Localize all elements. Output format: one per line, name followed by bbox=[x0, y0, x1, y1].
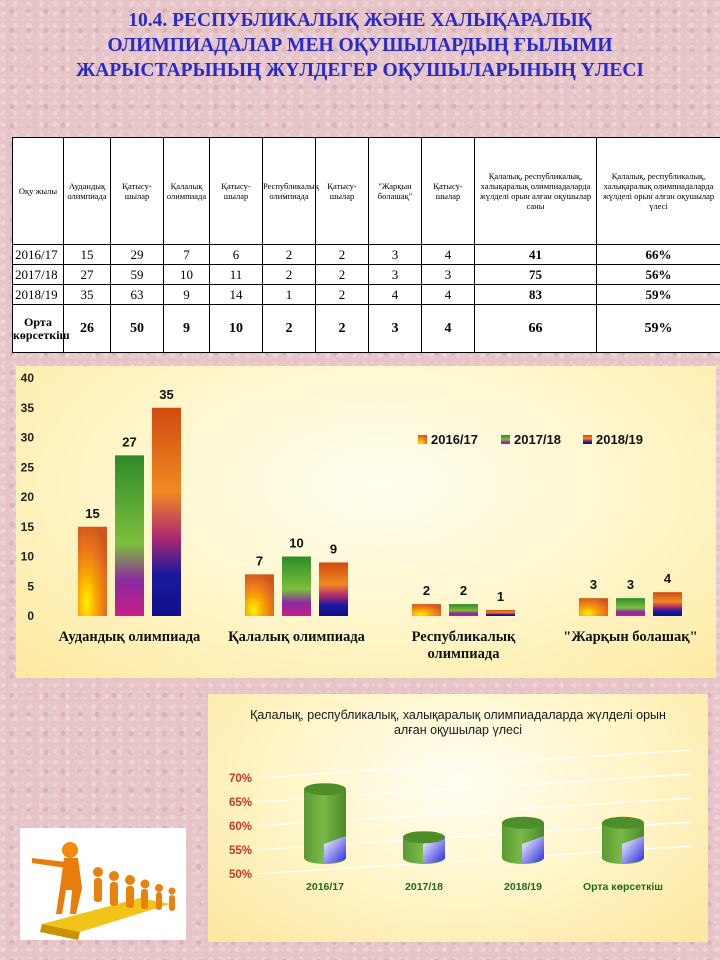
x-category-label: Орта көрсеткіш bbox=[582, 881, 664, 893]
leader-arm bbox=[32, 858, 66, 868]
table-row bbox=[13, 265, 720, 285]
table-cell: 66% bbox=[597, 245, 720, 265]
table-cell: 2 bbox=[263, 245, 316, 265]
gridline bbox=[254, 750, 692, 778]
table-cell: 7 bbox=[164, 245, 210, 265]
bar bbox=[282, 557, 311, 617]
bar-value-label: 9 bbox=[329, 541, 338, 557]
table-cell: 29 bbox=[111, 245, 164, 265]
x-category-label: 2017/18 bbox=[405, 881, 443, 893]
table-cell: 59% bbox=[597, 305, 720, 353]
table-header-row bbox=[13, 138, 720, 245]
x-category-label: Республикалық bbox=[411, 629, 516, 645]
cylinder-bar bbox=[602, 817, 644, 864]
table-cell: 3 bbox=[369, 245, 422, 265]
bar bbox=[78, 527, 107, 616]
table-cell: 10 bbox=[164, 265, 210, 285]
table-cell: 15 bbox=[64, 245, 111, 265]
table-cell: 2 bbox=[263, 305, 316, 353]
table-header-cell: "Жарқын болашақ" bbox=[369, 138, 422, 245]
leader-figures-drawing bbox=[20, 828, 186, 940]
row-label-cell: 2018/19 bbox=[13, 285, 64, 305]
table-header-cell: Қалалық, республикалық, халықаралық олимпиадаларда жүлделі орын алған оқушылар үлесі bbox=[597, 138, 720, 245]
bar-value-label: 4 bbox=[663, 571, 672, 587]
y-tick-label: 0 bbox=[27, 609, 34, 623]
x-category-label: 2016/17 bbox=[306, 881, 344, 893]
bar bbox=[486, 610, 515, 616]
legend-swatch bbox=[501, 435, 510, 444]
x-category-label: олимпиада bbox=[427, 646, 500, 662]
table-cell: 50 bbox=[111, 305, 164, 353]
y-tick-label: 15 bbox=[20, 519, 34, 534]
bar-value-label: 3 bbox=[626, 577, 635, 593]
table-cell: 59% bbox=[597, 285, 720, 305]
table-cell: 59 bbox=[111, 265, 164, 285]
legend-swatch bbox=[418, 435, 427, 444]
y-tick-label: 20 bbox=[20, 490, 34, 504]
share-cylinder-chart bbox=[208, 694, 708, 942]
cylinder-top bbox=[502, 817, 544, 829]
bar-value-label: 27 bbox=[122, 434, 137, 450]
cylinder-top bbox=[304, 783, 346, 795]
x-category-label: "Жарқын болашақ" bbox=[563, 629, 698, 645]
y-tick-label: 5 bbox=[27, 579, 34, 594]
bar bbox=[579, 598, 608, 616]
bar-value-label: 15 bbox=[85, 505, 100, 521]
bar bbox=[245, 574, 274, 616]
leader-head bbox=[62, 842, 78, 858]
x-category-label: Аудандық олимпиада bbox=[58, 629, 201, 645]
table-header-cell: Қатысу-шылар bbox=[111, 138, 164, 245]
table-cell: 11 bbox=[210, 265, 263, 285]
bar-value-label: 1 bbox=[496, 589, 505, 605]
x-category-label: Қалалық олимпиада bbox=[228, 629, 365, 645]
bar-value-label: 3 bbox=[589, 577, 598, 593]
table-cell: 3 bbox=[369, 265, 422, 285]
legend-label: 2016/17 bbox=[431, 432, 478, 447]
leader-figures-icon bbox=[20, 828, 186, 940]
table-cell: 14 bbox=[210, 285, 263, 305]
bar bbox=[319, 562, 348, 616]
cylinder-chart-title: Қалалық, республикалық, халықаралық олимпиадаларда жүлделі орын алған оқушылар үлесі bbox=[250, 708, 666, 737]
table-cell: 2 bbox=[316, 265, 369, 285]
y-tick-label: 60% bbox=[228, 821, 252, 833]
olympiad-bar-chart bbox=[16, 366, 716, 678]
table-header-cell: Республикалық олимпиада bbox=[263, 138, 316, 245]
y-tick-label: 55% bbox=[228, 845, 252, 857]
table-header-cell: Қатысу-шылар bbox=[422, 138, 475, 245]
table-cell: 56% bbox=[597, 265, 720, 285]
bar bbox=[152, 408, 181, 616]
table-cell: 66 bbox=[475, 305, 597, 353]
cylinder-top bbox=[403, 831, 445, 843]
bar bbox=[115, 455, 144, 616]
bar-value-label: 7 bbox=[255, 553, 264, 569]
table-cell: 2 bbox=[316, 245, 369, 265]
table-cell: 3 bbox=[369, 305, 422, 353]
bar-value-label: 2 bbox=[422, 583, 431, 599]
table-cell: 75 bbox=[475, 265, 597, 285]
y-tick-label: 25 bbox=[20, 460, 34, 475]
y-tick-label: 35 bbox=[20, 400, 34, 415]
table-header-cell: Аудандық олимпиада bbox=[64, 138, 111, 245]
table-cell: 2 bbox=[316, 285, 369, 305]
table-cell: 2 bbox=[263, 265, 316, 285]
table-cell: 27 bbox=[64, 265, 111, 285]
table-row bbox=[13, 285, 720, 305]
y-tick-label: 30 bbox=[20, 430, 34, 445]
table-header-cell: Оқу жылы bbox=[13, 138, 64, 245]
table-cell: 9 bbox=[164, 305, 210, 353]
table-cell: 9 bbox=[164, 285, 210, 305]
legend-swatch bbox=[583, 435, 592, 444]
table-cell: 41 bbox=[475, 245, 597, 265]
cylinder-bar bbox=[403, 831, 445, 864]
row-label-cell: 2017/18 bbox=[13, 265, 64, 285]
bar bbox=[449, 604, 478, 616]
y-tick-label: 50% bbox=[228, 869, 252, 881]
table-cell: 10 bbox=[210, 305, 263, 353]
y-tick-label: 40 bbox=[20, 371, 34, 385]
table-cell: 4 bbox=[422, 305, 475, 353]
table-cell: 83 bbox=[475, 285, 597, 305]
table-header-cell: Қатысу-шылар bbox=[210, 138, 263, 245]
table-cell: 4 bbox=[422, 285, 475, 305]
table-cell: 4 bbox=[422, 245, 475, 265]
cylinder-bar bbox=[304, 783, 346, 864]
bar bbox=[616, 598, 645, 616]
table-cell: 3 bbox=[422, 265, 475, 285]
table-header-cell: Қалалық, республикалық, халықаралық олимпиадаларда жүлделі орын алған оқушылар саны bbox=[475, 138, 597, 245]
table-cell: 4 bbox=[369, 285, 422, 305]
row-label-cell: Орта көрсеткіш bbox=[13, 305, 64, 353]
bar-value-label: 35 bbox=[159, 386, 174, 402]
table-row bbox=[13, 245, 720, 265]
y-tick-label: 65% bbox=[228, 797, 252, 809]
legend-label: 2018/19 bbox=[596, 432, 643, 447]
y-tick-label: 70% bbox=[228, 773, 252, 785]
bar bbox=[412, 604, 441, 616]
cylinder-bar bbox=[502, 817, 544, 864]
cylinder-chart-svg bbox=[208, 694, 708, 942]
page-title: 10.4. РЕСПУБЛИКАЛЫҚ ЖӘНЕ ХАЛЫҚАРАЛЫҚ ОЛИМПИАДАЛАР МЕН ОҚУШЫЛАРДЫҢ ҒЫЛЫМИ ЖАРЫСТАРЫНЫҢ ЖҮЛДЕГЕР ОҚУШЫЛАРЫНЫҢ ҮЛЕСІ bbox=[75, 10, 645, 81]
table-row bbox=[13, 305, 720, 353]
table-cell: 26 bbox=[64, 305, 111, 353]
table-cell: 2 bbox=[316, 305, 369, 353]
bar-chart-svg bbox=[16, 366, 716, 678]
cylinder-top bbox=[602, 817, 644, 829]
x-category-label: 2018/19 bbox=[504, 881, 542, 893]
table-cell: 35 bbox=[64, 285, 111, 305]
row-label-cell: 2016/17 bbox=[13, 245, 64, 265]
table-cell: 1 bbox=[263, 285, 316, 305]
bar-value-label: 2 bbox=[459, 583, 468, 599]
table-header-cell: Қатысу-шылар bbox=[316, 138, 369, 245]
table-cell: 6 bbox=[210, 245, 263, 265]
legend-label: 2017/18 bbox=[514, 432, 561, 447]
table-cell: 63 bbox=[111, 285, 164, 305]
y-tick-label: 10 bbox=[20, 549, 34, 564]
table-header-cell: Қалалық олимпиада bbox=[164, 138, 210, 245]
bar-value-label: 10 bbox=[289, 535, 304, 551]
olympiad-table bbox=[12, 137, 720, 353]
bar bbox=[653, 592, 682, 616]
